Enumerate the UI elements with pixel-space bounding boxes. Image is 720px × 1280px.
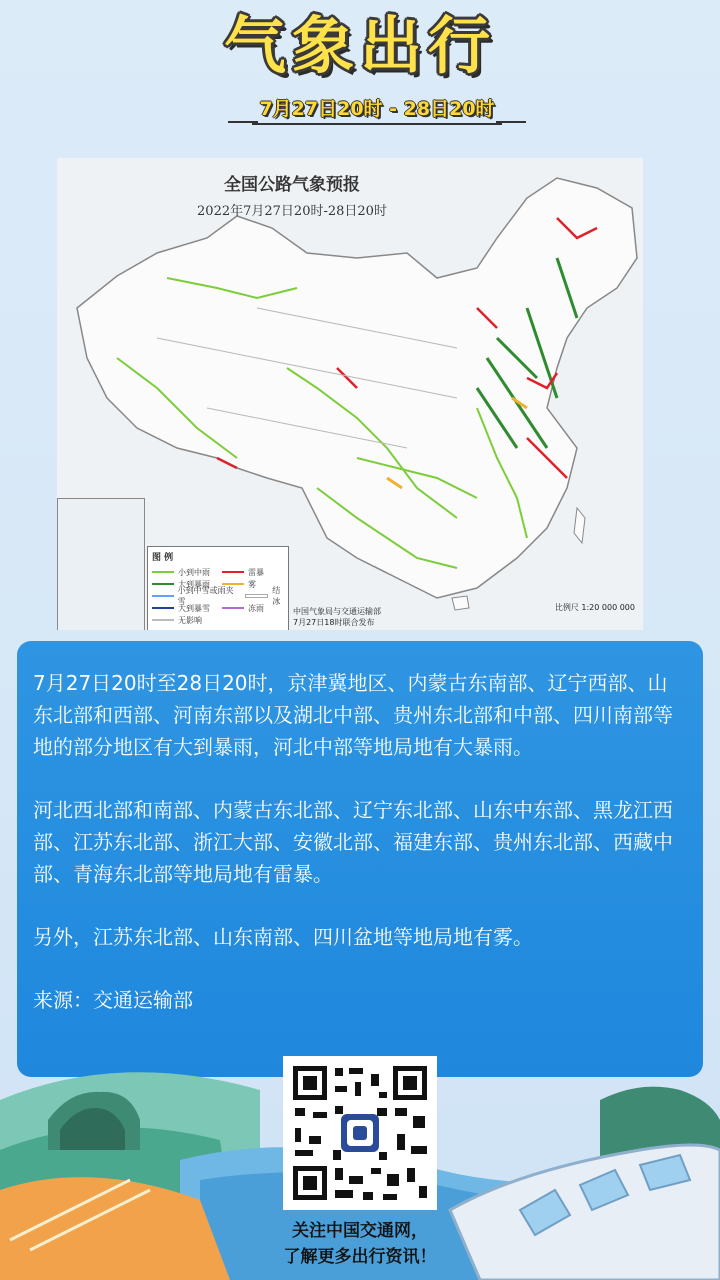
page-title: 气象出行 <box>223 9 496 82</box>
qr-code-image <box>283 1056 437 1210</box>
forecast-map <box>57 158 643 630</box>
date-range <box>228 95 526 129</box>
bulletin-paragraph-fog: 另外，江苏东北部、山东南部、四川盆地等地局地有雾。 <box>33 925 533 949</box>
bulletin-paragraph-rain: 7月27日20时至28日20时，京津冀地区、内蒙古东南部、辽宁西部、山东北部和西部、河南东部以及湖北中部、贵州东北部和中部、四川南部等地的部分地区有大到暴雨，河北中部等地局地有大暴雨。 <box>33 671 673 759</box>
legend-swatch <box>152 571 174 573</box>
map-source-line: 中国气象局与交通运输部 <box>293 607 381 616</box>
legend-label: 雾 <box>248 579 256 589</box>
date-range-text: 7月27日20时 - 28日20时 <box>252 95 502 125</box>
legend-swatch <box>152 583 174 585</box>
south-china-sea-inset <box>57 498 145 630</box>
map-title: 全国公路气象预报 <box>224 175 360 195</box>
legend-label: 小到中雨 <box>178 567 210 577</box>
date-underline-right <box>496 121 526 123</box>
map-scale: 比例尺 1:20 000 000 <box>554 603 635 612</box>
legend-swatch <box>222 607 244 609</box>
legend-label: 大到暴雪 <box>178 603 210 613</box>
legend-swatch <box>152 619 174 621</box>
legend-row <box>148 566 288 578</box>
island-hainan <box>452 596 469 610</box>
bulletin-source: 来源：交通运输部 <box>33 988 193 1012</box>
follow-cta <box>0 1218 720 1270</box>
legend-swatch <box>152 607 174 609</box>
map-legend <box>147 546 289 630</box>
legend-swatch <box>245 594 269 598</box>
legend-swatch <box>152 595 174 597</box>
legend-label: 无影响 <box>178 615 202 625</box>
legend-label: 小到中雪或雨夹雪 <box>177 586 234 606</box>
map-issued-line: 7月27日18时联合发布 <box>293 618 375 627</box>
legend-label: 结冰 <box>272 586 281 606</box>
map-subtitle: 2022年7月27日20时-28日20时 <box>197 204 387 219</box>
legend-row <box>148 614 288 626</box>
legend-row <box>148 586 288 606</box>
legend-title: 图 例 <box>152 553 174 563</box>
legend-label: 雷暴 <box>248 567 264 577</box>
bulletin-paragraph-thunder: 河北西北部和南部、内蒙古东北部、辽宁东北部、山东中东部、黑龙江西部、江苏东北部、浙江大部、安徽北部、福建东部、贵州东北部、西藏中部、青海东北部等地局地有雷暴。 <box>33 798 673 886</box>
legend-label: 冻雨 <box>248 603 264 613</box>
follow-cta-line2: 了解更多出行资讯！ <box>283 1247 437 1267</box>
follow-cta-line1: 关注中国交通网， <box>292 1221 428 1241</box>
bulletin-card <box>17 641 703 1077</box>
qr-code[interactable] <box>283 1056 437 1210</box>
legend-label: 大到暴雨 <box>178 579 210 589</box>
legend-swatch <box>222 571 244 573</box>
map-source <box>293 606 381 628</box>
